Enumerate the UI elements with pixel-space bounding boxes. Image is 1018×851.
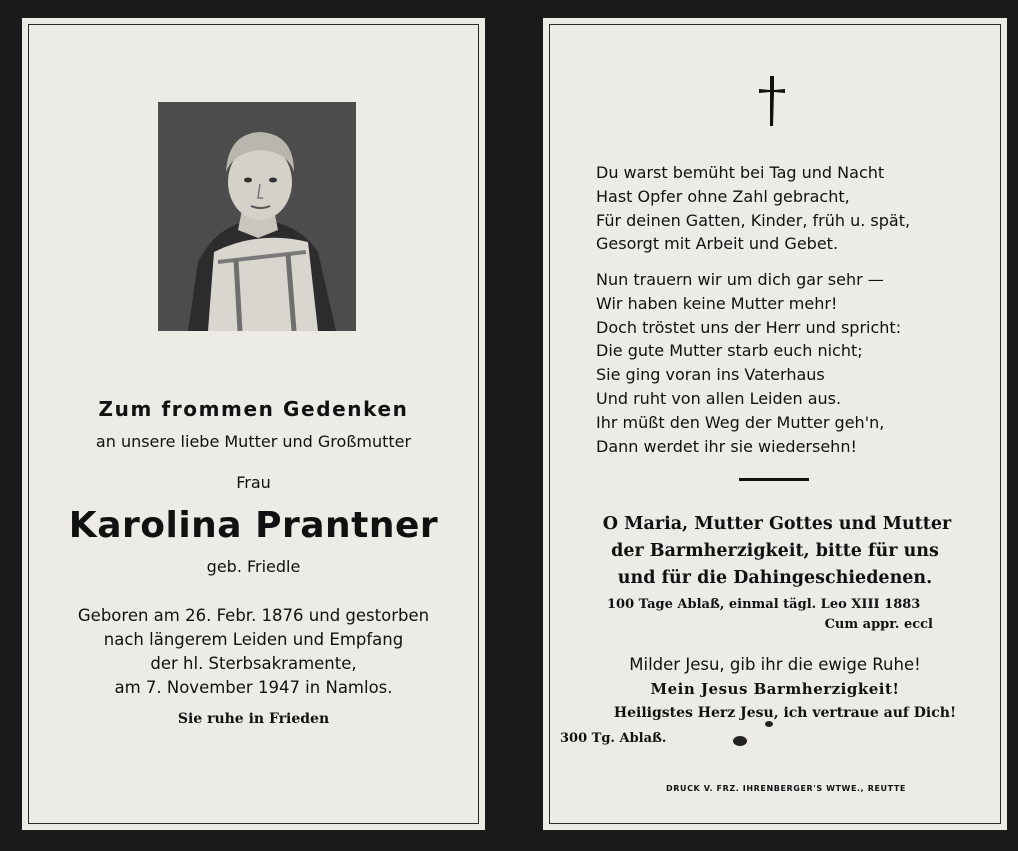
sacred-heart-prayer: Heiligstes Herz Jesu, ich vertraue auf Dich! xyxy=(613,705,957,721)
poem-line: Doch tröstet uns der Herr und spricht: xyxy=(596,317,902,337)
deceased-name: Karolina Prantner xyxy=(68,505,439,546)
life-line: am 7. November 1947 in Namlos. xyxy=(114,678,393,697)
ink-stain xyxy=(765,721,773,727)
rest-in-peace: Sie ruhe in Frieden xyxy=(177,711,330,727)
poem-line: Sie ging voran ins Vaterhaus xyxy=(596,365,825,385)
poem-line: Nun trauern wir um dich gar sehr — xyxy=(596,270,884,289)
life-line: der hl. Sterbsakramente, xyxy=(150,654,357,673)
poem-stanza-2 xyxy=(596,268,901,458)
memorial-subheading: an unsere liebe Mutter und Großmutter xyxy=(95,432,412,451)
ink-stain xyxy=(733,736,747,746)
poem-line: Für deinen Gatten, Kinder, früh u. spät, xyxy=(596,210,911,230)
maiden-name: geb. Friedle xyxy=(206,557,301,576)
indulgence-note-2: 300 Tg. Ablaß. xyxy=(560,731,667,746)
poem-line: Du warst bemüht bei Tag und Nacht xyxy=(596,163,885,182)
marian-prayer xyxy=(543,511,1007,592)
printer-imprint: DRUCK V. FRZ. IHRENBERGER'S WTWE., REUTTE xyxy=(665,784,906,793)
life-details xyxy=(22,604,485,700)
poem-stanza-1 xyxy=(596,161,910,256)
left-card xyxy=(22,18,485,830)
salutation: Frau xyxy=(236,473,271,492)
poem-line: Wir haben keine Mutter mehr! xyxy=(596,293,838,313)
poem-line: Gesorgt mit Arbeit und Gebet. xyxy=(596,234,839,254)
poem-line: Ihr müßt den Weg der Mutter geh'n, xyxy=(596,412,885,432)
poem-line: Dann werdet ihr sie wiedersehn! xyxy=(596,436,857,456)
poem-line: Und ruht von allen Leiden aus. xyxy=(596,388,842,408)
life-line: nach längerem Leiden und Empfang xyxy=(103,630,404,649)
prayer-line: und für die Dahingeschiedenen. xyxy=(617,568,933,588)
church-approval: Cum appr. eccl xyxy=(824,617,933,632)
mercy-prayer: Mein Jesus Barmherzigkeit! xyxy=(650,680,900,698)
cross-icon xyxy=(757,74,787,132)
memorial-heading: Zum frommen Gedenken xyxy=(98,397,409,421)
prayer-line: der Barmherzigkeit, bitte für uns xyxy=(611,541,939,561)
life-line: Geboren am 26. Febr. 1876 und gestorben xyxy=(77,606,430,625)
right-card xyxy=(543,18,1007,830)
divider xyxy=(739,478,809,481)
poem-line: Die gute Mutter starb euch nicht; xyxy=(596,341,863,361)
prayer-line: O Maria, Mutter Gottes und Mutter xyxy=(602,514,952,534)
eternal-rest-prayer: Milder Jesu, gib ihr die ewige Ruhe! xyxy=(629,655,921,674)
poem-line: Hast Opfer ohne Zahl gebracht, xyxy=(596,186,850,206)
indulgence-note-1: 100 Tage Ablaß, einmal tägl. Leo XIII 1883 xyxy=(607,597,921,612)
portrait-photo xyxy=(158,102,356,331)
